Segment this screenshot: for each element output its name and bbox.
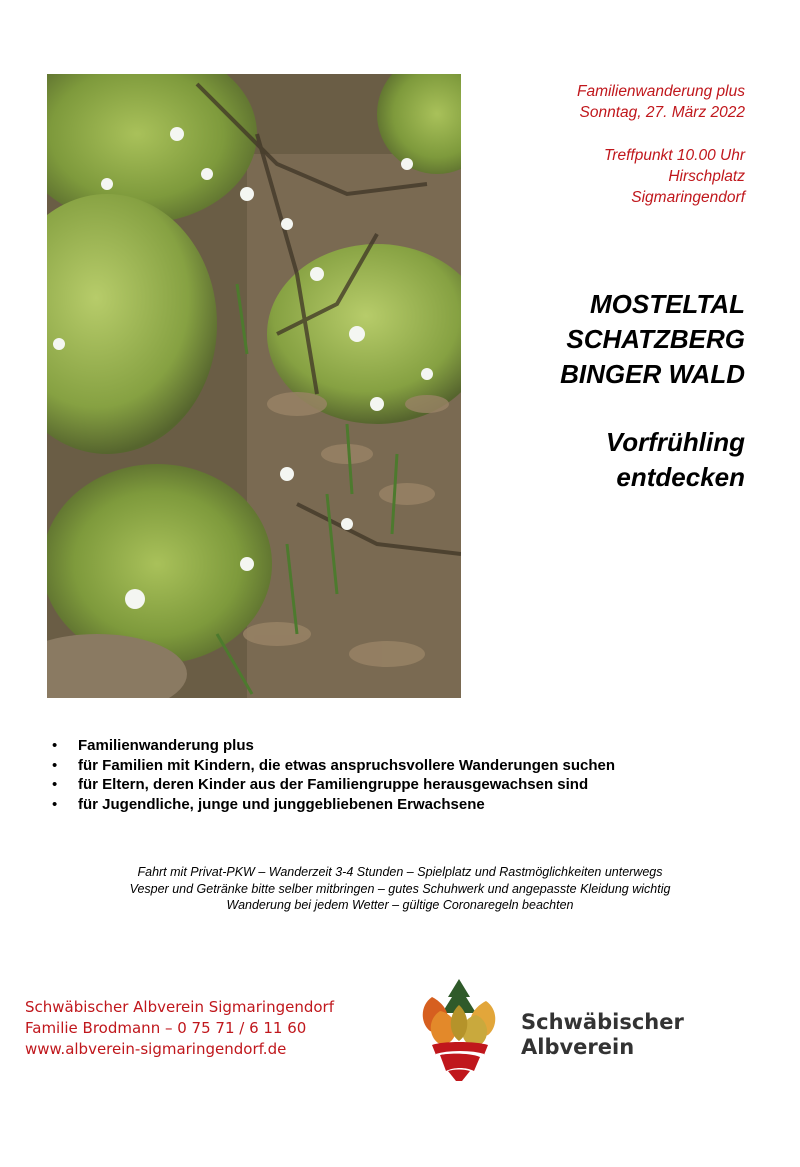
logo-line-2: Albverein	[521, 1035, 635, 1059]
logo-wordmark	[521, 1010, 684, 1060]
organization-name: Schwäbischer Albverein Sigmaringendorf	[25, 998, 334, 1016]
title-line-2: SCHATZBERG	[566, 324, 745, 354]
contact-info	[25, 997, 334, 1060]
list-item: • für Familien mit Kindern, die etwas anspruchsvollere Wanderungen suchen	[47, 756, 615, 776]
audience-list	[47, 736, 615, 814]
title-line-1: MOSTELTAL	[589, 289, 745, 319]
subtitle-line-1: Vorfrühling	[605, 427, 745, 457]
list-item: • Familienwanderung plus	[47, 736, 615, 756]
meeting-time: Treffpunkt 10.00 Uhr	[603, 147, 745, 164]
hike-title	[560, 287, 745, 495]
event-type: Familienwanderung plus	[576, 83, 745, 100]
contact-person-phone: Familie Brodmann – 0 75 71 / 6 11 60	[25, 1019, 307, 1037]
meeting-town: Sigmaringendorf	[631, 189, 745, 206]
note-line: Wanderung bei jedem Wetter – gültige Coronaregeln beachten	[226, 898, 574, 912]
title-line-3: BINGER WALD	[560, 359, 745, 389]
website-link[interactable]: www.albverein-sigmaringendorf.de	[25, 1040, 287, 1058]
event-date: Sonntag, 27. März 2022	[579, 104, 745, 121]
leaves-emblem-icon	[418, 975, 500, 1083]
logo-line-1: Schwäbischer	[521, 1010, 684, 1034]
albverein-logo	[418, 975, 708, 1085]
subtitle-line-2: entdecken	[616, 462, 745, 492]
list-item: • für Jugendliche, junge und junggebliebenen Erwachsene	[47, 795, 615, 815]
note-line: Vesper und Getränke bitte selber mitbringen – gutes Schuhwerk und angepasste Kleidung wichtig	[129, 881, 671, 896]
list-item: • für Eltern, deren Kinder aus der Familiengruppe herausgewachsen sind	[47, 775, 615, 795]
forest-floor-image	[47, 74, 461, 698]
note-line: Fahrt mit Privat-PKW – Wanderzeit 3-4 Stunden – Spielplatz und Rastmöglichkeiten unterwegs	[137, 865, 663, 879]
meeting-place: Hirschplatz	[668, 168, 745, 185]
spring-flowers-photo	[47, 74, 461, 698]
event-info	[577, 81, 745, 208]
hike-notes	[0, 864, 800, 914]
